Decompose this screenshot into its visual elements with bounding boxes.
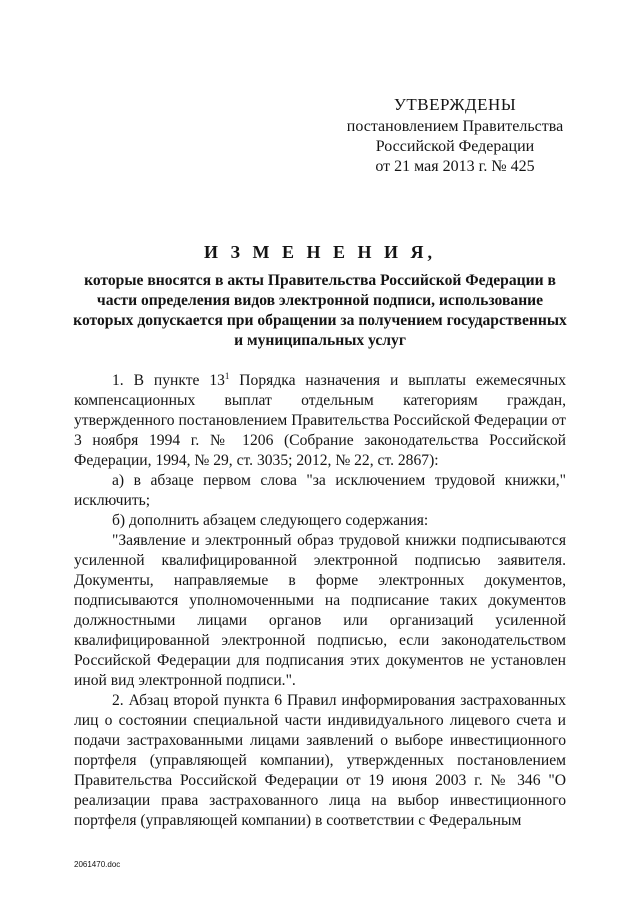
paragraph-1-rest: Порядка назначения и выплаты ежемесячных компенсационных выплат отдельным категориям граждан, утвержденного постановлением Правительства Российской Федерации от 3 ноября 1994 г. № 1206 (Собрание законодательства Российской Федерации, 1994, № 29, ст. 3035; 2012, № 22, ст. 2867): bbox=[74, 372, 566, 469]
approval-block bbox=[330, 95, 580, 177]
document-heading bbox=[70, 242, 570, 351]
approval-line-3: от 21 мая 2013 г. № 425 bbox=[375, 158, 535, 175]
approval-line-2: Российской Федерации bbox=[375, 138, 535, 155]
paragraph-2: а) в абзаце первом слова "за исключением трудовой книжки," исключить; bbox=[74, 472, 566, 509]
document-subtitle: которые вносятся в акты Правительства Российской Федерации в части определения видов электронной подписи, использование которых допускается при обращении за получением государственных и муниципальных услуг bbox=[73, 272, 567, 349]
paragraph-1 bbox=[74, 371, 566, 471]
document-title: И З М Е Н Е Н И Я, bbox=[203, 242, 436, 262]
approval-title: УТВЕРЖДЕНЫ bbox=[393, 95, 517, 114]
paragraph-3: б) дополнить абзацем следующего содержания: bbox=[112, 512, 429, 529]
document-body bbox=[74, 371, 566, 831]
paragraph-4: "Заявление и электронный образ трудовой книжки подписываются усиленной квалифицированной электронной подписью заявителя. Документы, направляемые в форме электронных документов, подписываются уполномоченными на подписание таких документов должностными лицами органов или организаций усиленной квалифицированной электронной подписью, если законодательством Российской Федерации для подписания этих документов не установлен иной вид электронной подписи.". bbox=[74, 532, 566, 689]
footer-doc-id: 2061470.doc bbox=[74, 860, 121, 869]
paragraph-5: 2. Абзац второй пункта 6 Правил информирования застрахованных лиц о состоянии специальной части индивидуального лицевого счета и подачи застрахованными лицами заявлений о выборе инвестиционного портфеля (управляющей компании), утвержденных постановлением Правительства Российской Федерации от 19 июня 2003 г. № 346 "О реализации права застрахованного лица на выбор инвестиционного портфеля (управляющей компании) в соответствии с Федеральным bbox=[74, 692, 566, 829]
approval-line-1: постановлением Правительства bbox=[346, 118, 564, 135]
paragraph-1-start: 1. В пункте 13 bbox=[112, 372, 225, 389]
paragraph-1-superscript: 1 bbox=[224, 370, 230, 381]
